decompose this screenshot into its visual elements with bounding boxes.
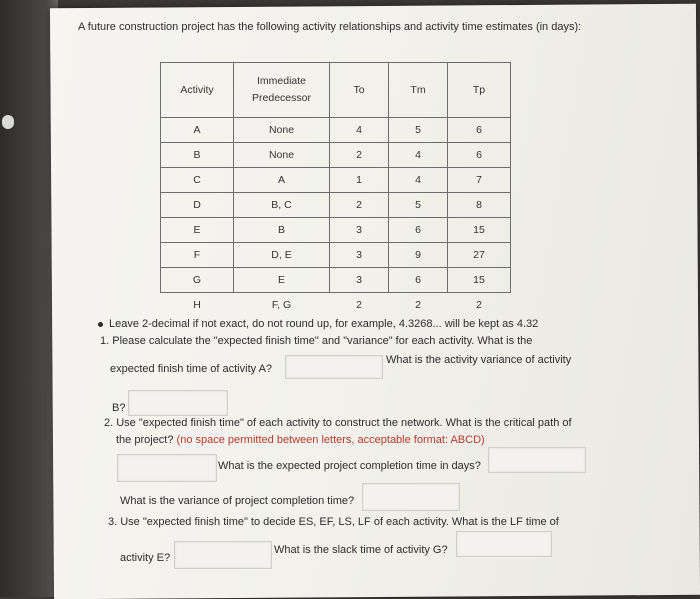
cell-to: 1 (330, 168, 389, 193)
cell-predecessor: B, C (234, 193, 330, 218)
bullet-icon (98, 322, 103, 327)
table-row (161, 193, 511, 218)
cell-activity: E (161, 218, 234, 243)
activity-table (160, 62, 511, 317)
q2-question-text: the project? (116, 434, 174, 446)
cell-tp: 15 (448, 268, 511, 293)
table-row (161, 168, 511, 193)
cell-tp: 8 (448, 193, 511, 218)
q3-slack-label: What is the slack time of activity G? (274, 544, 448, 556)
cell-tm: 6 (389, 218, 448, 243)
q3-line2: activity E? (120, 552, 171, 564)
cell-activity: F (161, 243, 234, 268)
cell-tp: 2 (476, 299, 482, 311)
header-tp: Tp (448, 63, 511, 118)
intro-text: A future construction project has the following activity relationships and activity time estimates (in days): (78, 21, 582, 33)
cell-activity: A (161, 118, 234, 143)
cell-predecessor: E (234, 268, 330, 293)
table-row (161, 143, 511, 168)
cell-tp: 15 (448, 218, 511, 243)
table-row (161, 218, 511, 243)
cell-tm: 4 (389, 168, 448, 193)
q1-line2: expected finish time of activity A? (110, 363, 273, 375)
a-expected-finish-input[interactable] (285, 355, 383, 379)
cell-to: 3 (330, 218, 389, 243)
cell-to: 4 (330, 118, 389, 143)
header-to: To (330, 63, 389, 118)
header-activity: Activity (161, 63, 234, 118)
cell-to: 2 (356, 299, 362, 311)
cell-tp: 27 (448, 243, 511, 268)
table-row (161, 268, 511, 293)
q2-variance-label: What is the variance of project completion time? (120, 495, 355, 507)
q3-line1: 3. Use "expected finish time" to decide ES, EF, LS, LF of each activity. What is the LF time of (108, 516, 559, 528)
b-variance-input[interactable] (128, 390, 228, 416)
q2-line2 (116, 434, 485, 446)
q2-completion-label: What is the expected project completion time in days? (218, 460, 481, 472)
q1-variance-label2: B? (112, 402, 126, 414)
cell-predecessor: F, G (271, 299, 292, 311)
cell-predecessor: A (234, 168, 330, 193)
q1-variance-label: What is the activity variance of activity (386, 354, 572, 366)
table-row (161, 243, 511, 268)
q1-line1: 1. Please calculate the "expected finish time" and "variance" for each activity. What is the (100, 335, 533, 347)
rounding-note (98, 318, 538, 330)
header-predecessor: Immediate Predecessor (234, 63, 330, 118)
table-row (161, 118, 511, 143)
cell-tp: 6 (448, 118, 511, 143)
edge-mark (2, 115, 14, 129)
cell-activity: D (161, 193, 234, 218)
cell-to: 3 (330, 268, 389, 293)
cell-tm: 6 (389, 268, 448, 293)
cell-tm: 9 (389, 243, 448, 268)
cell-tm: 5 (389, 118, 448, 143)
cell-to: 3 (330, 243, 389, 268)
cell-activity: G (161, 268, 234, 293)
background-edge (0, 0, 58, 597)
cell-tm: 2 (415, 299, 421, 311)
cell-activity: H (193, 299, 201, 311)
cell-predecessor: None (234, 118, 330, 143)
table-row (161, 293, 511, 318)
cell-to: 2 (330, 143, 389, 168)
rounding-note-text: Leave 2-decimal if not exact, do not round up, for example, 4.3268... will be kept as 4.32 (109, 318, 539, 330)
cell-activity: C (161, 168, 234, 193)
completion-variance-input[interactable] (362, 483, 460, 511)
completion-time-input[interactable] (488, 447, 586, 473)
cell-predecessor: B (234, 218, 330, 243)
cell-tp: 6 (448, 143, 511, 168)
q2-format-hint: (no space permitted between letters, acceptable format: ABCD) (176, 434, 485, 446)
cell-predecessor: D, E (234, 243, 330, 268)
critical-path-input[interactable] (117, 454, 217, 482)
cell-tm: 4 (389, 143, 448, 168)
cell-predecessor: None (234, 143, 330, 168)
cell-activity: B (161, 143, 234, 168)
e-lf-input[interactable] (174, 541, 272, 569)
cell-to: 2 (330, 193, 389, 218)
cell-tp: 7 (448, 168, 511, 193)
header-tm: Tm (389, 63, 448, 118)
g-slack-input[interactable] (456, 531, 552, 557)
q2-line1: 2. Use "expected finish time" of each activity to construct the network. What is the critical path of (104, 417, 572, 429)
cell-tm: 5 (389, 193, 448, 218)
table-header-row (161, 63, 511, 118)
